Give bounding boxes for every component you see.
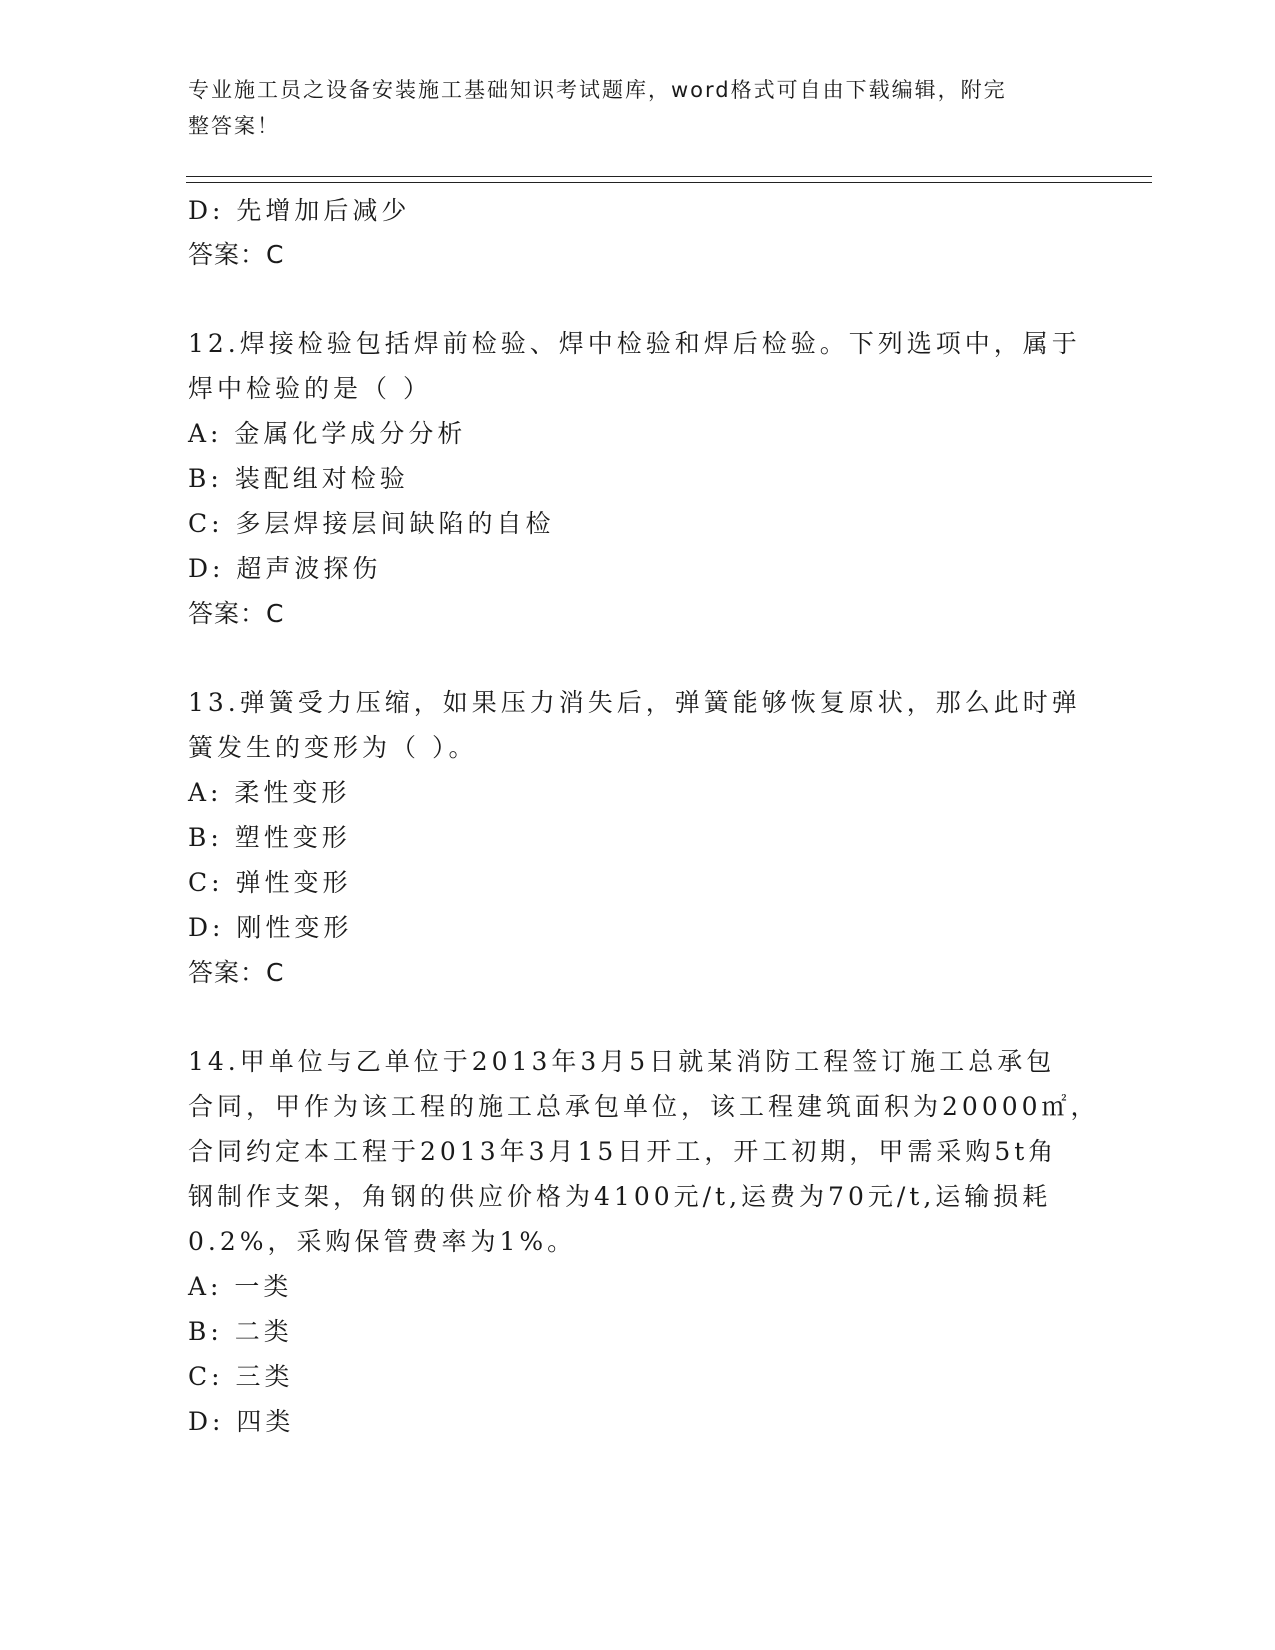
option-a: A: 金属化学成分分析	[188, 419, 467, 448]
option-a: A: 柔性变形	[188, 778, 351, 807]
option-d: D: 超声波探伤	[188, 554, 382, 583]
question-14-line-2: 合同，甲作为该工程的施工总承包单位，该工程建筑面积为20000㎡，	[188, 1092, 1100, 1121]
document-header	[188, 72, 1068, 144]
option-c: C: 多层焊接层间缺陷的自检	[188, 509, 555, 538]
question-12-line-2: 焊中检验的是（ ）	[188, 374, 432, 403]
header-line-2: 整答案！	[188, 114, 280, 138]
question-14-line-1: 14.甲单位与乙单位于2013年3月5日就某消防工程签订施工总承包	[188, 1047, 1056, 1076]
option-a: A: 一类	[188, 1272, 293, 1301]
question-13-line-2: 簧发生的变形为（ ）。	[188, 733, 478, 762]
answer-label: 答案：C	[188, 240, 285, 269]
option-b: B: 塑性变形	[188, 823, 351, 852]
option-b: B: 二类	[188, 1317, 293, 1346]
question-14-line-3: 合同约定本工程于2013年3月15日开工，开工初期，甲需采购5t角	[188, 1137, 1058, 1166]
answer-label: 答案：C	[188, 958, 285, 987]
option-c: C: 三类	[188, 1362, 294, 1391]
option-d: D: 先增加后减少	[188, 196, 411, 225]
question-12-line-1: 12.焊接检验包括焊前检验、焊中检验和焊后检验。下列选项中，属于	[188, 329, 1081, 358]
answer-label: 答案：C	[188, 599, 285, 628]
option-b: B: 装配组对检验	[188, 464, 409, 493]
option-d: D: 四类	[188, 1407, 295, 1436]
option-d: D: 刚性变形	[188, 913, 353, 942]
question-14-line-4: 钢制作支架，角钢的供应价格为4100元/t,运费为70元/t,运输损耗	[188, 1182, 1052, 1211]
question-14-line-5: 0.2%，采购保管费率为1%。	[188, 1227, 577, 1256]
header-divider-bottom	[186, 182, 1152, 183]
option-c: C: 弹性变形	[188, 868, 352, 897]
header-divider-top	[186, 176, 1152, 177]
question-13-line-1: 13.弹簧受力压缩，如果压力消失后，弹簧能够恢复原状，那么此时弹	[188, 688, 1081, 717]
header-line-1: 专业施工员之设备安装施工基础知识考试题库，word格式可自由下载编辑，附完	[188, 78, 1007, 102]
